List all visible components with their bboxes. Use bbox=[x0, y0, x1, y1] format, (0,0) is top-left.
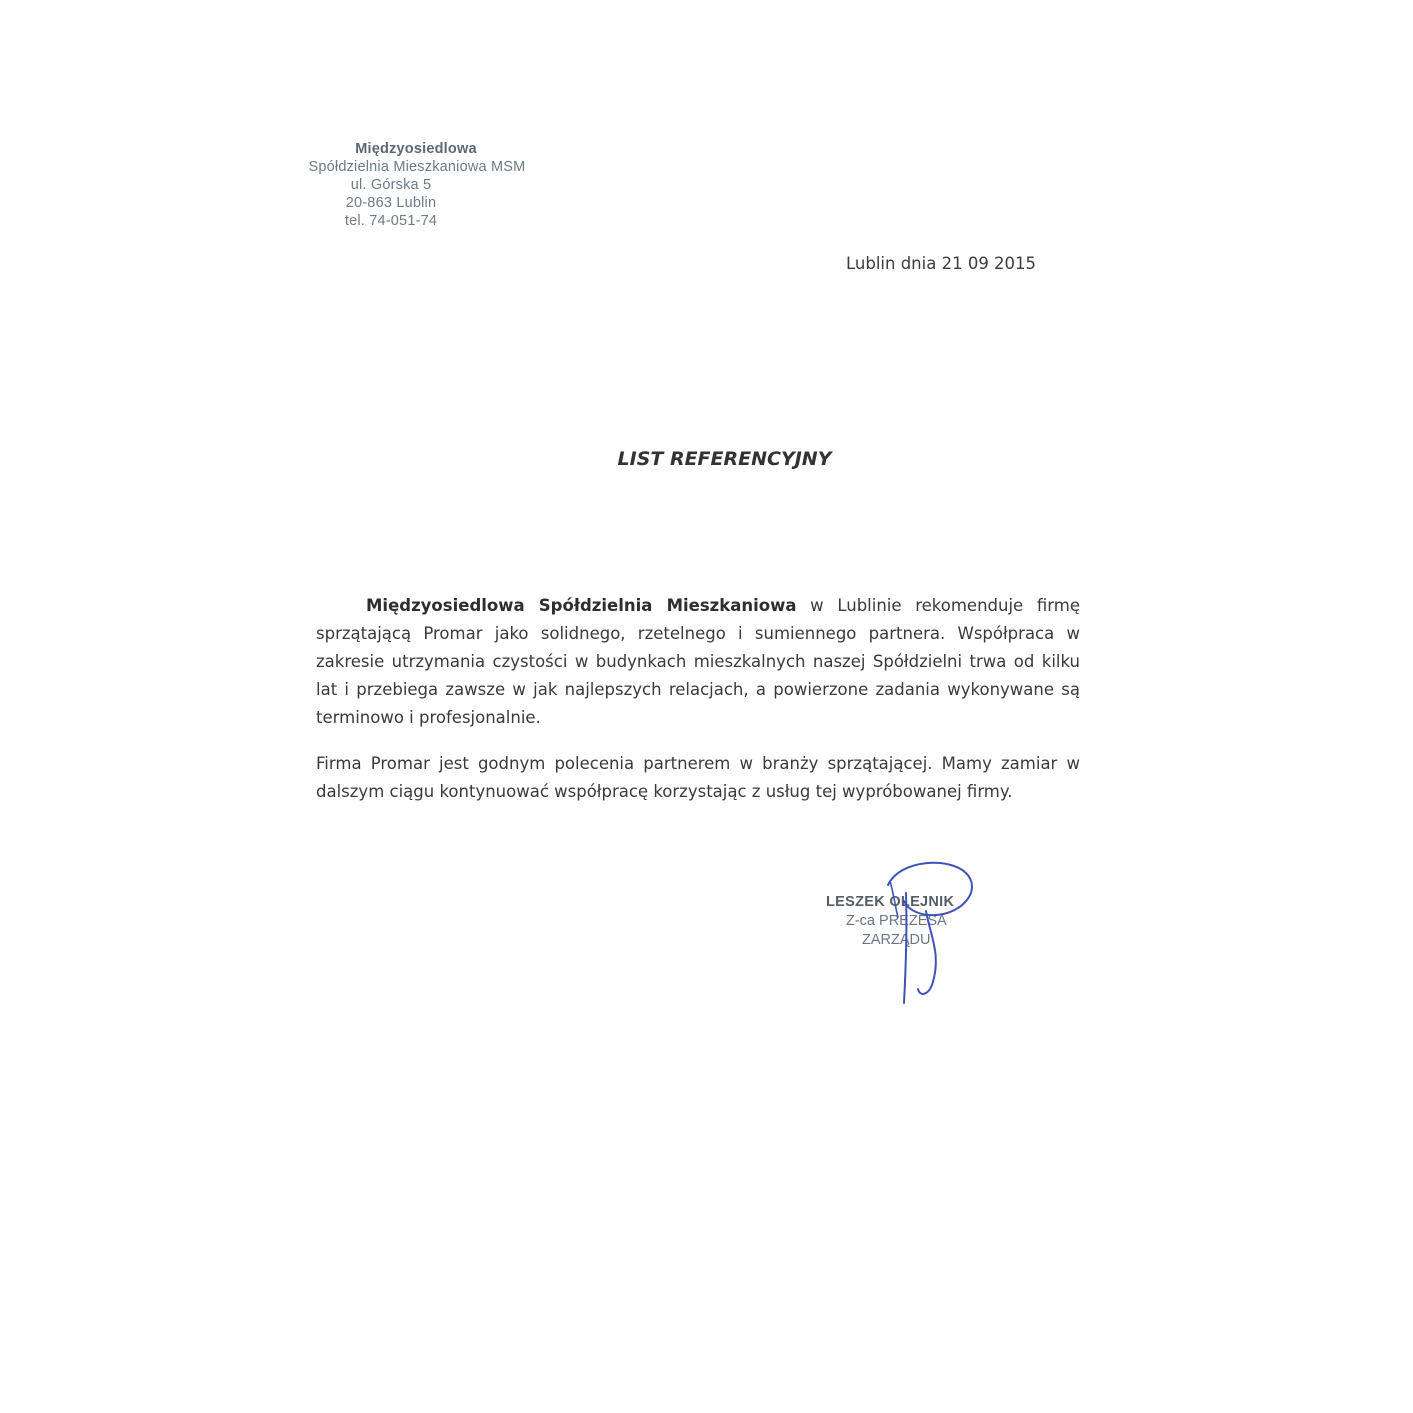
stamp-street: ul. Górska 5 bbox=[350, 177, 432, 193]
company-stamp bbox=[286, 140, 556, 230]
signatory-name: LESZEK OLEJNIK bbox=[826, 894, 955, 910]
stamp-line-1: Międzyosiedlowa bbox=[355, 141, 477, 157]
paragraph-1-text: w Lublinie rekomenduje firmę sprzątającą Promar jako solidnego, rzetelnego i sumiennego partnera. Współpraca w zakresie utrzymania czystości w budynkach mieszkalnych naszej Spółdzielni trwa od kilku lat i przebiega zawsze w jak najlepszych relacjach, a powierzone zadania wykonywane są terminowo i profesjonalnie. bbox=[316, 596, 1080, 727]
signature-stroke-loop bbox=[888, 863, 972, 915]
stamp-phone: tel. 74-051-74 bbox=[344, 213, 438, 229]
paragraph-1-bold-lead: Międzyosiedlowa Spółdzielnia Mieszkaniowa bbox=[366, 596, 797, 615]
paragraph-2: Firma Promar jest godnym polecenia partnerem w branży sprzątającej. Mamy zamiar w dalszym ciągu kontynuować współpracę korzystając z usług tej wypróbowanej firmy. bbox=[316, 754, 1080, 801]
signature-stroke-stem bbox=[904, 893, 906, 1003]
signature-stroke-hook bbox=[918, 911, 936, 994]
handwritten-signature bbox=[860, 855, 980, 1015]
paragraph-1 bbox=[316, 592, 1080, 732]
signatory-role-line-1: Z-ca PREZESA bbox=[846, 913, 947, 929]
signatory-role-line-2: ZARZĄDU bbox=[862, 932, 931, 948]
letter-body bbox=[316, 592, 1080, 806]
signature-stroke-tail bbox=[890, 881, 898, 917]
letter-date: Lublin dnia 21 09 2015 bbox=[846, 254, 1037, 273]
document-title: LIST REFERENCYJNY bbox=[617, 448, 832, 470]
stamp-city: 20-863 Lublin bbox=[345, 195, 437, 211]
stamp-line-2: Spółdzielnia Mieszkaniowa MSM bbox=[308, 159, 526, 175]
